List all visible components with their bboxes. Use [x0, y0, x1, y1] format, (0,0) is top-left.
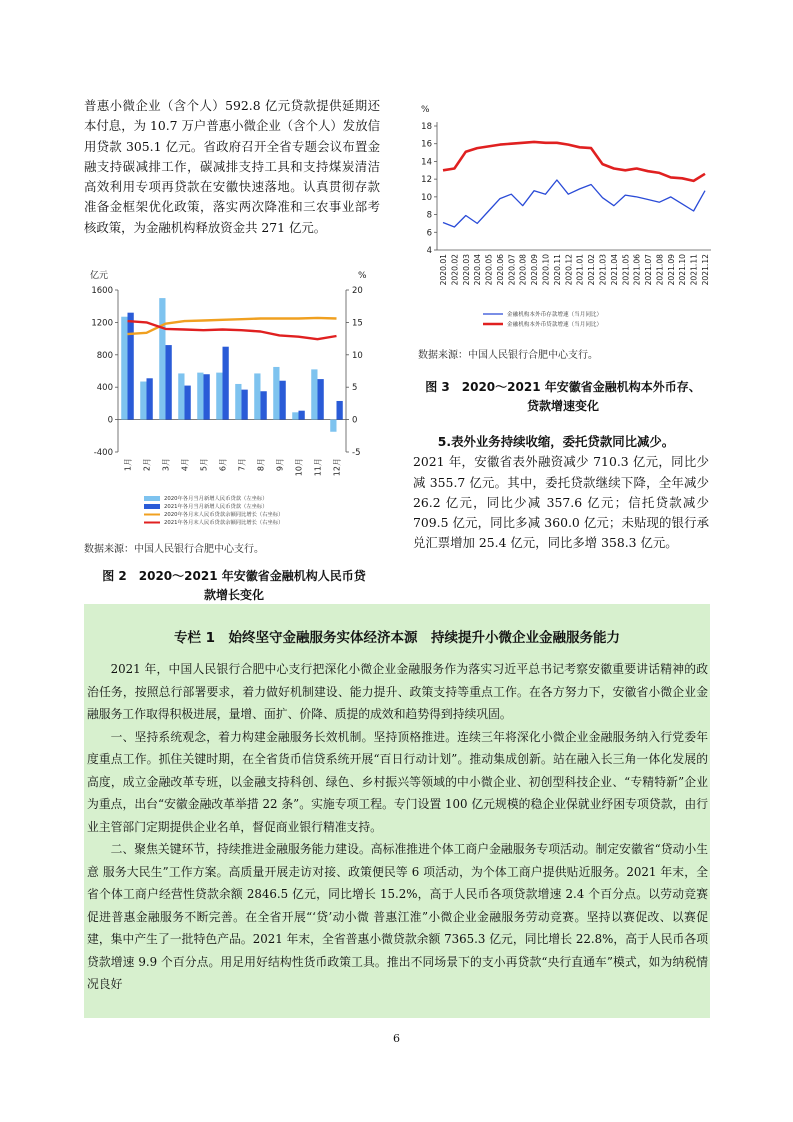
figure3-x-tick-label: 2021.12	[701, 254, 710, 286]
figure2-bar	[140, 382, 146, 420]
feature-paragraph-1: 2021 年，中国人民银行合肥中心支行把深化小微企业金融服务作为落实习近平总书记考察安徽重要讲话精神的政治任务，按照总行部署要求，着力做好机制建设、能力提升、政策支持等重点工作。在各方努力下，安徽省小微企业金融服务工作取得积极进展，量增、面扩、价降、质提的成效和趋势得到持续巩固。	[87, 662, 708, 721]
figure2-caption-line2: 款增长变化	[203, 588, 264, 602]
figure3-x-tick-label: 2020.11	[552, 254, 562, 286]
figure2-bar	[178, 373, 184, 419]
figure2-x-tick-label: 4月	[180, 458, 190, 472]
right-heading: 5.表外业务持续收缩，委托贷款同比减少。	[437, 434, 675, 449]
figure2-bar	[128, 313, 134, 420]
figure3-y-tick-label: 12	[421, 175, 432, 186]
figure2-legend-label: 2020年各月当月新增人民币贷款（左坐标）	[164, 496, 268, 502]
figure2-bar	[185, 386, 191, 420]
figure3-x-tick-label: 2021.05	[621, 254, 631, 286]
figure2-x-tick-label: 1月	[123, 458, 133, 472]
figure3-x-tick-label: 2020.01	[439, 254, 448, 286]
figure3-x-tick-label: 2020.08	[518, 254, 528, 286]
figure2-bar	[311, 369, 317, 419]
figure3-x-tick-label: 2021.01	[575, 254, 585, 286]
figure3-y-tick-label: 16	[421, 139, 432, 150]
figure3-source: 数据来源：中国人民银行合肥中心支行。	[418, 350, 598, 361]
figure3-line	[443, 142, 705, 181]
figure3-x-tick-label: 2021.03	[598, 254, 608, 286]
left-paragraph	[84, 96, 380, 238]
feature-box	[84, 604, 710, 1018]
figure2-right-tick-label: 0	[352, 415, 358, 426]
figure2-bar	[330, 420, 336, 432]
figure2-source: 数据来源：中国人民银行合肥中心支行。	[84, 544, 264, 555]
figure3-legend-label: 金融机构本外币存款增速（当月同比）	[507, 312, 603, 318]
figure2-bar	[147, 378, 153, 419]
feature-paragraph-3: 二、聚焦关键环节，持续推进金融服务能力建设。高标准推进个体工商户金融服务专项活动。制定安徽省“贷动小生意 服务大民生”工作方案。高质量开展走访对接、政策便民等 6 项活动，为个体工商户提供贴近服务。2021 年末，全省个体工商户经营性贷款余额 2846.5 亿元，同比增长 15.2%，高于人民币各项贷款增速 2.4 个百分点。以劳动竞赛促进普惠金融服务不断完善。在全省开展“‘贷’动小微 普惠江淮”小微企业金融服务劳动竞赛。坚持以赛促改、以赛促建，集中产生了一批特色产品。2021 年末，全省普惠小微贷款余额 7365.3 亿元，同比增长 22.8%，高于人民币各项贷款增速 9.9 个百分点。用足用好结构性货币政策工具。推出不同场景下的支小再贷款“央行直通车”模式，如为纳税情况良好	[87, 842, 708, 991]
figure2-bar	[337, 401, 343, 420]
figure3-axis-label: %	[421, 105, 430, 115]
figure2-line	[128, 321, 337, 339]
figure2-bar	[216, 373, 222, 420]
figure3-x-tick-label: 2020.03	[461, 254, 471, 286]
figure3-caption	[413, 378, 713, 416]
figure2-legend-swatch	[144, 504, 160, 509]
figure2-legend-label: 2020年各月末人民币贷款余额同比增长（右坐标）	[164, 512, 284, 518]
figure3-x-tick-label: 2020.02	[450, 254, 460, 286]
feature-paragraph-2: 一、坚持系统观念，着力构建金融服务长效机制。坚持顶格推进。连续三年将深化小微企业金融服务纳入行党委年度重点工作。抓住关键时期，在全省货币信贷系统开展“百日行动计划”。推动集成创新。站在融入长三角一体化发展的高度，成立金融改革专班，以金融支持科创、绿色、乡村振兴等领域的中小微企业、初创型科技企业、“专精特新”企业为重点，出台“安徽金融改革举措 22 条”。实施专项工程。专门设置 100 亿元规模的稳企业保就业纾困专项贷款，由行业主管部门定期提供企业名单，督促商业银行精准支持。	[87, 729, 708, 834]
figure3-x-tick-label: 2020.06	[495, 254, 505, 286]
figure2-x-tick-label: 10月	[294, 458, 304, 477]
figure2-legend-label: 2021年各月末人民币贷款余额同比增长（右坐标）	[164, 520, 284, 526]
figure2-bar	[299, 411, 305, 420]
figure3-chart	[415, 100, 715, 340]
figure2-left-tick-label: -400	[93, 448, 113, 458]
figure3-y-tick-label: 4	[426, 246, 432, 256]
figure2-bar	[242, 390, 248, 420]
figure2-legend-swatch	[144, 496, 160, 501]
figure3-y-tick-label: 18	[421, 122, 432, 132]
figure3-x-tick-label: 2020.10	[541, 254, 551, 286]
figure3-x-tick-label: 2021.07	[644, 253, 654, 286]
figure2-bar	[292, 412, 298, 419]
feature-box-body	[84, 658, 710, 996]
figure2-x-tick-label: 9月	[275, 458, 285, 472]
figure2-left-axis-label: 亿元	[90, 271, 109, 281]
figure2-bar	[318, 379, 324, 420]
figure3-y-tick-label: 14	[421, 157, 432, 168]
figure3-x-tick-label: 2021.02	[587, 254, 597, 286]
figure2-bar	[273, 367, 279, 420]
figure2-bar	[235, 384, 241, 420]
figure2-x-tick-label: 8月	[256, 458, 266, 472]
figure2-caption-line1: 图 2 2020～2021 年安徽省金融机构人民币贷	[102, 569, 366, 583]
figure3-x-tick-label: 2021.06	[632, 253, 642, 286]
figure2-x-tick-label: 11月	[313, 458, 323, 477]
figure3-x-tick-label: 2020.12	[564, 254, 574, 286]
figure3-y-tick-label: 6	[426, 228, 432, 239]
left-text: 普惠小微企业（含个人）592.8 亿元贷款提供延期还本付息，为 10.7 万户普惠小微企业（含个人）发放信用贷款 305.1 亿元。省政府召开全省专题会议布置金融支持碳减排工作，碳减排支持工具和支持煤炭清洁高效利用专项再贷款在安徽快速落地。认真贯彻存款准备金框架优化政策，落实两次降准和三农事业部考核政策，为金融机构释放资金共 271 亿元。	[84, 98, 380, 235]
figure2-caption	[84, 567, 384, 605]
figure2-x-tick-label: 3月	[161, 458, 171, 472]
figure3-y-tick-label: 8	[426, 210, 432, 221]
figure2-bar	[121, 317, 127, 420]
figure2-bar	[280, 381, 286, 420]
figure3-caption-line1: 图 3 2020～2021 年安徽省金融机构本外币存、	[425, 380, 701, 394]
figure3-x-tick-label: 2020.04	[473, 254, 483, 286]
figure2-bar	[159, 298, 165, 420]
figure2-x-tick-label: 12月	[332, 458, 342, 477]
figure3-x-tick-label: 2021.09	[666, 254, 676, 286]
figure2-chart	[84, 262, 384, 532]
figure2-bar	[223, 347, 229, 420]
figure2-right-tick-label: 10	[352, 350, 363, 361]
figure2-bar	[261, 391, 267, 419]
figure2-x-tick-label: 7月	[237, 458, 247, 472]
figure2-bar	[204, 374, 210, 419]
figure2-x-tick-label: 2月	[142, 458, 152, 472]
figure2-left-tick-label: 1200	[91, 318, 113, 329]
figure2-x-tick-label: 6月	[218, 458, 228, 472]
figure2-bar	[166, 345, 172, 420]
figure3-y-tick-label: 10	[421, 192, 432, 203]
figure2-bar	[197, 373, 203, 420]
page-number: 6	[393, 1032, 400, 1045]
figure2-right-tick-label: 20	[352, 286, 363, 296]
figure2-right-tick-label: 5	[352, 383, 358, 394]
figure3-x-tick-label: 2021.04	[609, 254, 619, 286]
figure3-legend-label: 金融机构本外币贷款增速（当月同比）	[507, 322, 603, 328]
figure3-caption-line2: 贷款增速变化	[526, 399, 599, 413]
figure2-right-axis-label: %	[358, 271, 367, 281]
figure3-x-tick-label: 2021.08	[655, 254, 665, 286]
figure2-left-tick-label: 400	[96, 383, 113, 394]
figure2-left-tick-label: 0	[107, 415, 113, 426]
figure3-x-tick-label: 2021.10	[678, 254, 688, 286]
figure2-right-tick-label: 15	[352, 318, 363, 329]
figure2-left-tick-label: 800	[96, 350, 113, 361]
figure2-legend-label: 2021年各月当月新增人民币贷款（左坐标）	[164, 504, 268, 510]
right-paragraph	[413, 432, 709, 554]
figure3-line	[443, 180, 705, 227]
figure2-right-tick-label: -5	[352, 448, 361, 458]
right-text: 2021 年，安徽省表外融资减少 710.3 亿元，同比少减 355.7 亿元。其中，委托贷款继续下降，全年减少 26.2 亿元，同比少减 357.6 亿元；信托贷款减少 709.5 亿元，同比多减 360.0 亿元；未贴现的银行承兑汇票增加 25.4 亿元，同比多增 358.3 亿元。	[413, 454, 709, 551]
figure3-x-tick-label: 2021.11	[689, 254, 699, 286]
figure3-x-tick-label: 2020.07	[507, 254, 517, 286]
figure2-left-tick-label: 1600	[91, 286, 113, 296]
feature-box-title: 专栏 1 始终坚守金融服务实体经济本源 持续提升小微企业金融服务能力	[173, 630, 621, 646]
figure2-x-tick-label: 5月	[199, 458, 209, 472]
figure2-bar	[254, 373, 260, 419]
figure3-x-tick-label: 2020.09	[530, 254, 540, 286]
figure3-x-tick-label: 2020.05	[484, 254, 494, 286]
